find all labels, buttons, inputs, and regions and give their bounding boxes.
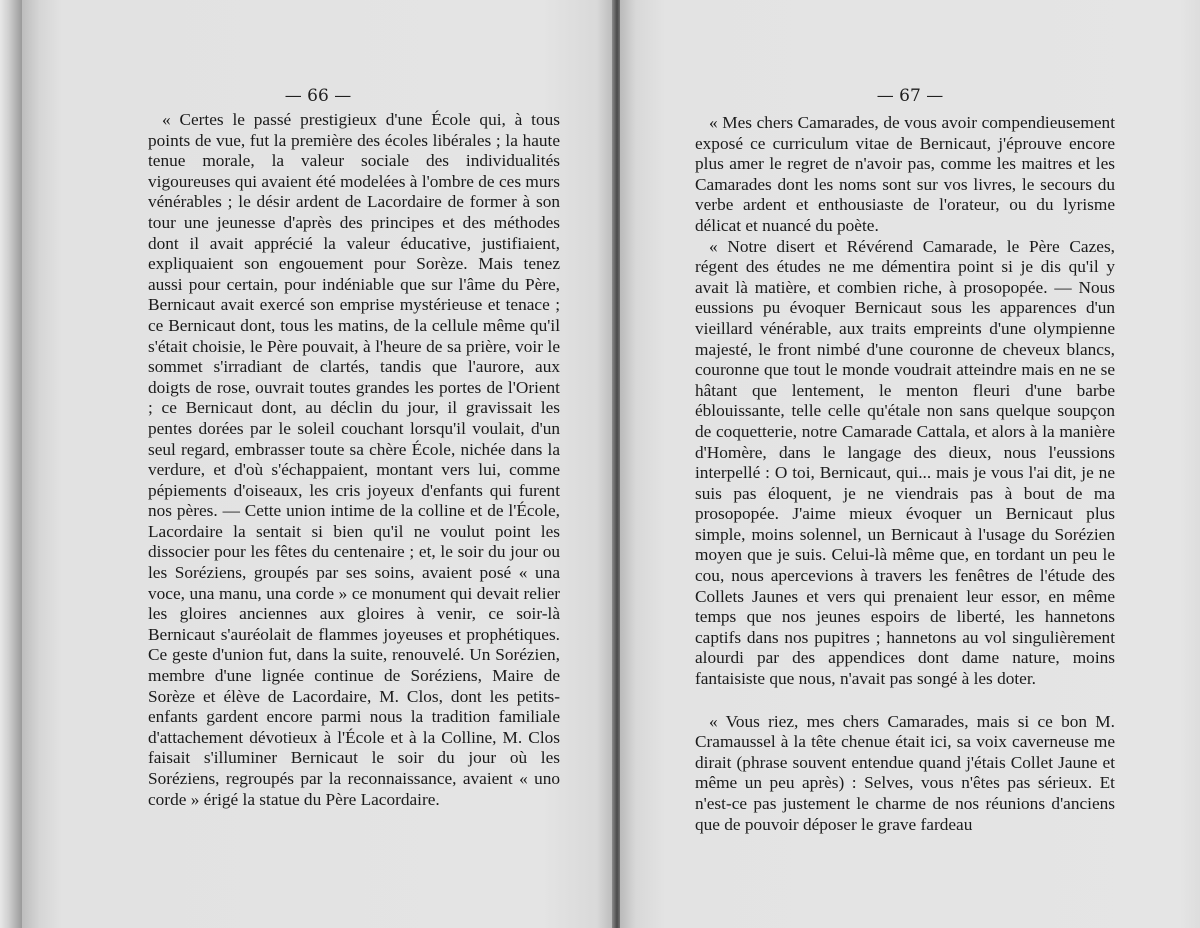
page-number: — 67 — bbox=[876, 86, 944, 106]
left-page-body bbox=[148, 110, 560, 810]
left-page bbox=[22, 0, 614, 928]
right-page bbox=[620, 0, 1200, 928]
paragraph: « Certes le passé prestigieux d'une École qui, à tous points de vue, fut la première des écoles libérales ; la haute tenue morale, la valeur sociale des individualités vigoureuses qui avaient été modelées à l'ombre de ces murs vénérables ; le désir ardent de Lacordaire de former à son tour une jeunesse d'après des principes et des méthodes dont il avait apprécié la valeur éducative, justifiaient, expliquaient son engouement pour Sorèze. Mais tenez aussi pour certain, pour indéniable que sur l'âme du Père, Bernicaut avait exercé son emprise mystérieuse et tenace ; ce Bernicaut dont, tous les matins, de la cellule même qu'il s'était choisie, le Père pouvait, à l'heure de sa prière, voir le sommet s'irradiant de clartés, tandis que l'aurore, aux doigts de rose, ouvrait toutes grandes les portes de l'Orient ; ce Bernicaut dont, au déclin du jour, il gravissait les pentes dorées par le soleil couchant lorsqu'il voulait, d'un seul regard, embrasser toute sa chère École, nichée dans la verdure, et d'où s'échappaient, montant vers lui, comme pépiements d'oiseaux, les cris joyeux d'enfants qui furent nos pères. — Cette union intime de la colline et de l'École, Lacordaire la sentait si bien qu'il ne voulut point les dissocier pour les fêtes du centenaire ; et, le soir du jour ou les Soréziens, groupés par ses soins, avaient posé « una voce, una manu, una corde » ce monument qui devait relier les gloires anciennes aux gloires à venir, ce soir-là Bernicaut s'auréolait de flammes joyeuses et prophétiques. Ce geste d'union fut, dans la suite, renouvelé. Un Sorézien, membre d'une lignée continue de Soréziens, Maire de Sorèze et élève de Lacordaire, M. Clos, dont les petits-enfants gardent encore parmi nous la tradition familiale d'attachement dévotieux à l'École et à la Colline, M. Clos faisait s'illuminer Bernicaut le soir du jour où les Soréziens, regroupés par la reconnaissance, avaient « uno corde » érigé la statue du Père Lacordaire. bbox=[148, 110, 560, 809]
page-edges bbox=[0, 0, 22, 928]
right-page-body bbox=[695, 113, 1115, 835]
paragraph: « Notre disert et Révérend Camarade, le Père Cazes, régent des études ne me démentira point si je dis qu'il y avait là matière, et combien riche, à prosopopée. — Nous eussions pu évoquer Bernicaut sous les apparences d'un vieillard vénérable, aux traits empreints d'une olympienne majesté, le front nimbé d'une couronne de cheveux blancs, couronne que tout le monde voudrait atteindre mais en ne se hâtant que lentement, le menton fleuri d'une barbe éblouissante, telle celle qu'étale non sans quelque soupçon de coquetterie, notre Camarade Cattala, et alors à la manière d'Homère, dans le langage des dieux, nous l'eussions interpellé : O toi, Bernicaut, qui... mais je vous l'ai dit, je ne suis pas éloquent, je ne viendrais pas à bout de ma prosopopée. J'aime mieux évoquer un Bernicaut plus simple, moins solennel, un Bernicaut à l'usage du Sorézien moyen que je suis. Celui-là même que, en tordant un peu le cou, nous apercevions à travers les fenêtres de l'étude des Collets Jaunes et vers qui prenaient leur essor, en même temps que nos jeunes espoirs de liberté, les hannetons captifs dans nos pupitres ; hannetons au vol singulièrement alourdi par des appendices dont dame nature, moins fantaisiste que nous, n'avait pas songé à les doter. bbox=[695, 236, 1115, 689]
page-number: — 66 — bbox=[284, 86, 352, 106]
paragraph: « Vous riez, mes chers Camarades, mais si ce bon M. Cramaussel à la tête chenue était ici, sa voix caverneuse me dirait (phrase souvent entendue quand j'étais Collet Jaune et même un peu après) : Selves, vous n'êtes pas sérieux. Et n'est-ce pas justement le charme de nos réunions d'anciens que de pouvoir déposer le grave fardeau bbox=[695, 711, 1115, 834]
paragraph: « Mes chers Camarades, de vous avoir compendieusement exposé ce curriculum vitae de Bernicaut, j'éprouve encore plus amer le regret de n'avoir pas, comme les maitres et les Camarades dont les noms sont sur vos livres, le secours du verbe ardent et enthousiaste de l'orateur, ou du lyrisme délicat et nuancé du poète. bbox=[695, 113, 1115, 235]
